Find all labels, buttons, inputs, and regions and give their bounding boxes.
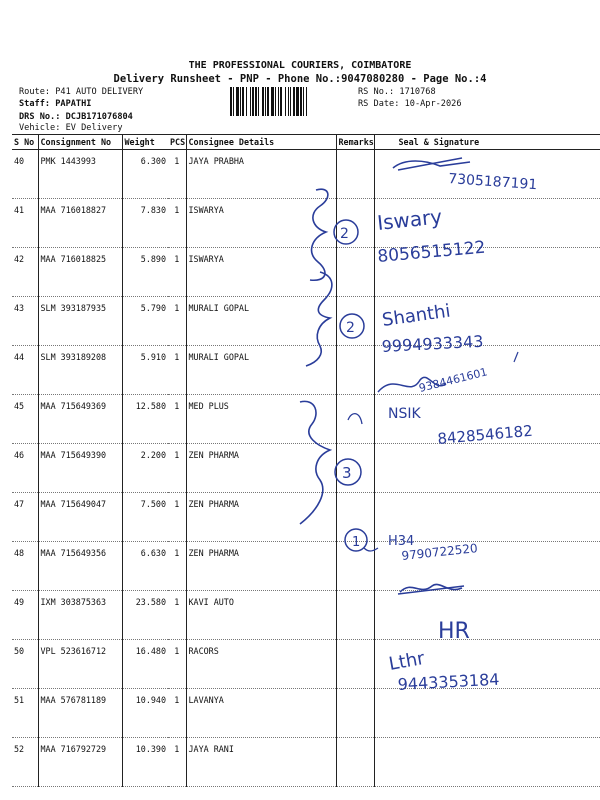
barcode-bar: [271, 87, 274, 116]
table-row: [12, 150, 600, 199]
barcode-bar: [306, 87, 307, 116]
row-consignee: ZEN PHARMA: [186, 542, 336, 591]
row-sno: 46: [12, 444, 38, 493]
row-sno: 48: [12, 542, 38, 591]
count-49: 1: [352, 535, 361, 550]
row-sno: 43: [12, 297, 38, 346]
row-pcs: 1: [168, 493, 186, 542]
row-pcs: 1: [168, 591, 186, 640]
row-pcs: 1: [168, 346, 186, 395]
barcode-bar: [242, 87, 244, 116]
barcode-bar: [278, 87, 279, 116]
drs-value: DCJB171076804: [65, 112, 133, 122]
staff-line: [19, 98, 91, 110]
row-consignment: MAA 716792729: [38, 738, 122, 787]
row-consignment: SLM 393187935: [38, 297, 122, 346]
table-row: [12, 444, 600, 493]
row-sno: 49: [12, 591, 38, 640]
row-remarks: [336, 689, 374, 738]
barcode-bar: [293, 87, 295, 116]
phone-40: 7305187191: [447, 171, 538, 194]
row-consignment: MAA 715649047: [38, 493, 122, 542]
row-consignee: ISWARYA: [186, 248, 336, 297]
phone-42: 8056515122: [376, 237, 487, 267]
row-signature: [374, 640, 600, 689]
row-weight: 7.830: [122, 199, 168, 248]
row-remarks: [336, 591, 374, 640]
row-sno: 44: [12, 346, 38, 395]
signature-52: Lthr: [387, 648, 427, 675]
table-row: [12, 689, 600, 738]
row-pcs: 1: [168, 199, 186, 248]
row-remarks: [336, 738, 374, 787]
runsheet-table: [12, 134, 600, 787]
row-signature: [374, 444, 600, 493]
rs-date-label: RS Date:: [358, 99, 400, 109]
barcode-bar: [303, 87, 304, 116]
barcode-bar: [262, 87, 264, 116]
row-weight: 12.580: [122, 395, 168, 444]
barcode-bar: [233, 87, 234, 116]
col-pcs: PCS: [168, 135, 186, 150]
row-weight: 5.890: [122, 248, 168, 297]
row-remarks: [336, 248, 374, 297]
barcode-bar: [255, 87, 257, 116]
vehicle-line: [19, 122, 123, 134]
col-consignee: Consignee Details: [186, 135, 336, 150]
row-signature: [374, 395, 600, 444]
row-consignee: KAVI AUTO: [186, 591, 336, 640]
row-remarks: [336, 297, 374, 346]
phone-45: 9384461601: [417, 365, 489, 395]
row-consignment: MAA 715649369: [38, 395, 122, 444]
phone-52: 9443353184: [397, 669, 500, 694]
row-pcs: 1: [168, 542, 186, 591]
row-consignment: MAA 716018825: [38, 248, 122, 297]
row-signature: [374, 689, 600, 738]
phone-49: 9790722520: [400, 541, 479, 563]
row-signature: [374, 346, 600, 395]
barcode-bar: [275, 87, 276, 116]
signature-49: H34: [388, 534, 415, 549]
row-weight: 5.790: [122, 297, 168, 346]
table-row: [12, 248, 600, 297]
route-label: Route:: [19, 87, 51, 97]
row-remarks: [336, 346, 374, 395]
barcode-bar: [300, 87, 302, 116]
row-remarks: [336, 493, 374, 542]
rs-date-line: [358, 98, 462, 110]
rs-no-line: [358, 86, 436, 98]
barcode-bar: [290, 87, 291, 116]
row-consignee: MURALI GOPAL: [186, 346, 336, 395]
table-row: [12, 738, 600, 787]
row-remarks: [336, 542, 374, 591]
row-weight: 23.580: [122, 591, 168, 640]
row-signature: [374, 199, 600, 248]
row-consignment: MAA 576781189: [38, 689, 122, 738]
table-row: [12, 199, 600, 248]
rs-date-value: 10-Apr-2026: [404, 99, 462, 109]
staff-label: Staff:: [19, 99, 51, 109]
row-consignee: LAVANYA: [186, 689, 336, 738]
row-remarks: [336, 395, 374, 444]
barcode-bar: [285, 87, 286, 116]
row-consignee: ZEN PHARMA: [186, 444, 336, 493]
row-consignee: ISWARYA: [186, 199, 336, 248]
runsheet-title: Delivery Runsheet - PNP - Phone No.:9047080280 - Page No.:4: [113, 73, 487, 85]
row-remarks: [336, 150, 374, 199]
row-pcs: 1: [168, 444, 186, 493]
row-sno: 40: [12, 150, 38, 199]
row-pcs: 1: [168, 738, 186, 787]
phone-44: 9994933343: [381, 331, 484, 356]
rs-no-value: 1710768: [399, 87, 436, 97]
col-consignment: Consignment No: [38, 135, 122, 150]
vehicle-value: EV Delivery: [65, 123, 123, 133]
row-signature: [374, 738, 600, 787]
row-pcs: 1: [168, 640, 186, 689]
row-weight: 6.300: [122, 150, 168, 199]
row-pcs: 1: [168, 689, 186, 738]
route-value: P41 AUTO DELIVERY: [55, 87, 144, 97]
company-title: THE PROFESSIONAL COURIERS, COIMBATORE: [188, 60, 412, 71]
row-weight: 2.200: [122, 444, 168, 493]
row-weight: 10.390: [122, 738, 168, 787]
row-sno: 50: [12, 640, 38, 689]
table-row: [12, 493, 600, 542]
initials-51: HR: [438, 619, 470, 644]
row-pcs: 1: [168, 248, 186, 297]
row-weight: 7.500: [122, 493, 168, 542]
table-row: [12, 395, 600, 444]
row-weight: 5.910: [122, 346, 168, 395]
row-consignment: SLM 393189208: [38, 346, 122, 395]
vehicle-label: Vehicle:: [19, 123, 61, 133]
count-41-42: 2: [340, 226, 349, 242]
signature-44: Shanthi: [380, 300, 452, 331]
col-sno: S No: [12, 135, 38, 150]
count-46-48: 3: [342, 464, 352, 482]
table-row: [12, 542, 600, 591]
row-consignment: MAA 715649390: [38, 444, 122, 493]
barcode-bar: [280, 87, 282, 116]
barcode-bar: [288, 87, 289, 116]
row-pcs: 1: [168, 297, 186, 346]
row-sno: 52: [12, 738, 38, 787]
col-weight: Weight: [122, 135, 168, 150]
drs-label: DRS No.:: [19, 112, 61, 122]
table-row: [12, 346, 600, 395]
barcode-bar: [250, 87, 251, 116]
row-sno: 45: [12, 395, 38, 444]
row-signature: [374, 542, 600, 591]
barcode-bar: [240, 87, 241, 116]
row-remarks: [336, 199, 374, 248]
barcode-bar: [252, 87, 254, 116]
row-consignment: MAA 716018827: [38, 199, 122, 248]
barcode-bar: [246, 87, 247, 116]
col-seal: Seal & Signature: [374, 135, 600, 150]
row-signature: [374, 150, 600, 199]
table-header-row: [12, 135, 600, 150]
row-consignment: MAA 715649356: [38, 542, 122, 591]
row-pcs: 1: [168, 395, 186, 444]
row-sno: 51: [12, 689, 38, 738]
phone-46: 8428546182: [436, 421, 534, 448]
row-remarks: [336, 640, 374, 689]
staff-value: PAPATHI: [55, 99, 92, 109]
row-signature: [374, 591, 600, 640]
table-row: [12, 591, 600, 640]
row-consignee: RACORS: [186, 640, 336, 689]
row-pcs: 1: [168, 150, 186, 199]
row-weight: 6.630: [122, 542, 168, 591]
barcode-bar: [230, 87, 232, 116]
row-sno: 47: [12, 493, 38, 542]
row-sno: 41: [12, 199, 38, 248]
rs-no-label: RS No.:: [358, 87, 395, 97]
barcode-bar: [265, 87, 266, 116]
row-weight: 10.940: [122, 689, 168, 738]
row-consignment: VPL 523616712: [38, 640, 122, 689]
row-signature: [374, 493, 600, 542]
row-weight: 16.480: [122, 640, 168, 689]
row-remarks: [336, 444, 374, 493]
row-consignee: ZEN PHARMA: [186, 493, 336, 542]
row-sno: 42: [12, 248, 38, 297]
row-consignment: PMK 1443993: [38, 150, 122, 199]
table-row: [12, 640, 600, 689]
barcode-bar: [267, 87, 269, 116]
row-consignee: MURALI GOPAL: [186, 297, 336, 346]
signature-46: NSIK: [388, 406, 421, 422]
route-line: [19, 86, 143, 98]
barcode-bar: [236, 87, 239, 116]
row-consignee: MED PLUS: [186, 395, 336, 444]
row-consignee: JAYA RANI: [186, 738, 336, 787]
barcode-bar: [296, 87, 299, 116]
count-43-44: 2: [346, 320, 355, 336]
table-row: [12, 297, 600, 346]
row-consignee: JAYA PRABHA: [186, 150, 336, 199]
barcode: [230, 87, 354, 116]
row-signature: [374, 297, 600, 346]
signature-41: Iswary: [376, 204, 444, 235]
row-consignment: IXM 303875363: [38, 591, 122, 640]
col-remarks: Remarks: [336, 135, 374, 150]
row-signature: [374, 248, 600, 297]
barcode-bar: [258, 87, 259, 116]
